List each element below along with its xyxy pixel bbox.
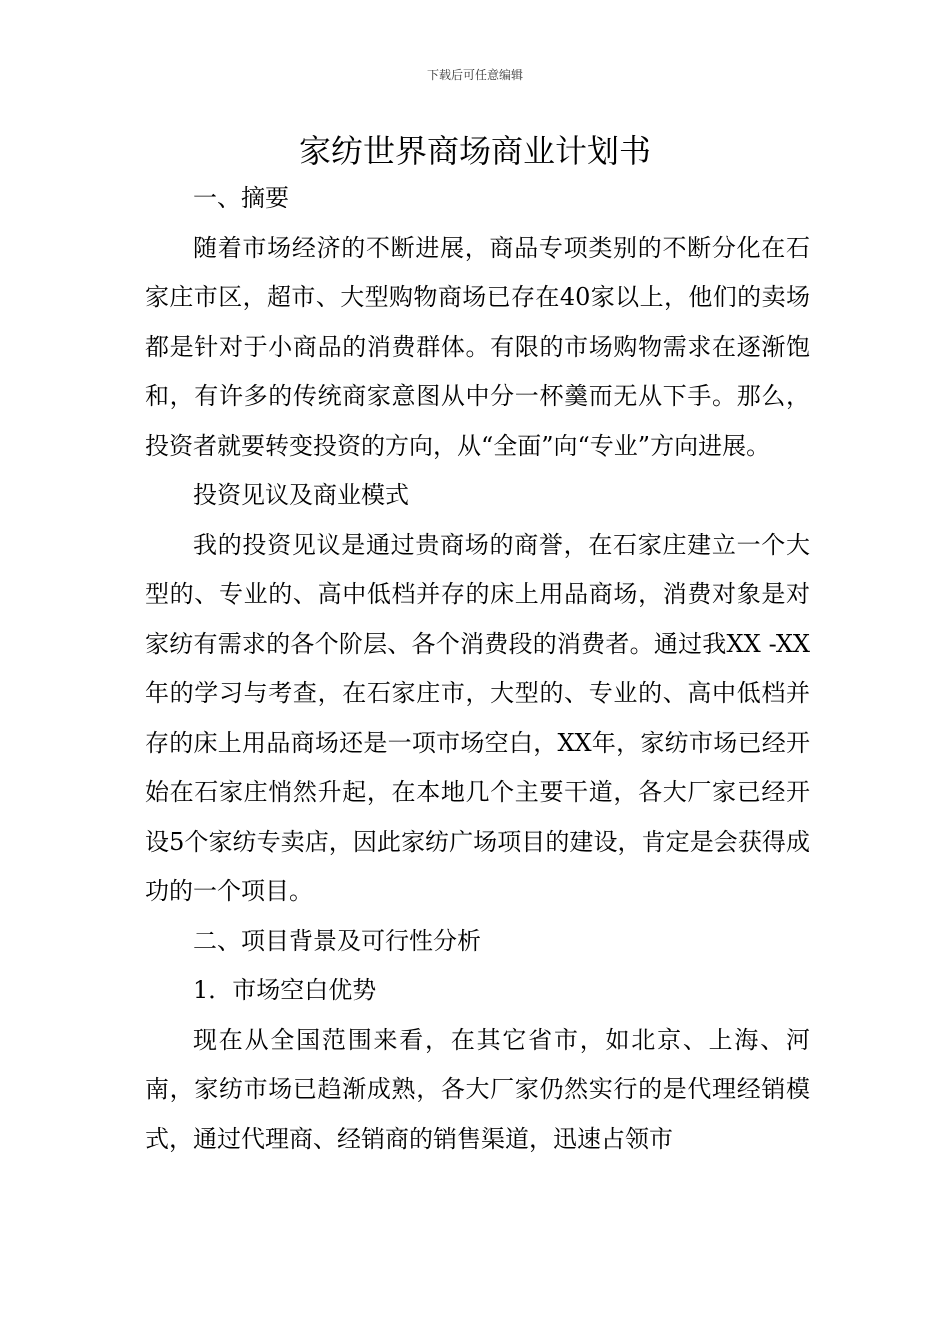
heading-background: 二、项目背景及可行性分析 [193, 926, 481, 955]
paragraph-summary: 随着市场经济的不断进展，商品专项类别的不断分化在石家庄市区，超市、大型购物商场已存在40家以上，他们的卖场都是针对于小商品的消费群体。有限的市场购物需求在逐渐饱和，有许多的传统商家意图从中分一杯羹而无从下手。那么，投资者就要转变投资的方向，从“全面”向“专业”方向进展。 [145, 233, 810, 460]
document-title: 家纺世界商场商业计划书 [298, 132, 651, 170]
heading-investment: 投资见议及商业模式 [193, 481, 409, 509]
heading-market-gap: 1．市场空白优势 [193, 976, 377, 1004]
paragraph-investment: 我的投资见议是通过贵商场的商誉，在石家庄建立一个大型的、专业的、高中低档并存的床上用品商场，消费对象是对家纺有需求的各个阶层、各个消费段的消费者。通过我XX -XX年的学习与考查，在石家庄市，大型的、专业的、高中低档并存的床上用品商场还是一项市场空白，XX年，家纺市场已经开始在石家庄悄然升起，在本地几个主要干道，各大厂家已经开设5个家纺专卖店，因此家纺广场项目的建设，肯定是会获得成功的一个项目。 [145, 530, 810, 905]
document-body [145, 174, 810, 1164]
heading-summary: 一、摘要 [193, 184, 289, 212]
paragraph-market-gap: 现在从全国范围来看，在其它省市，如北京、上海、河南，家纺市场已趋渐成熟，各大厂家仍然实行的是代理经销模式，通过代理商、经销商的销售渠道，迅速占领市 [145, 1025, 810, 1153]
header-note: 下载后可任意编辑 [426, 68, 523, 82]
